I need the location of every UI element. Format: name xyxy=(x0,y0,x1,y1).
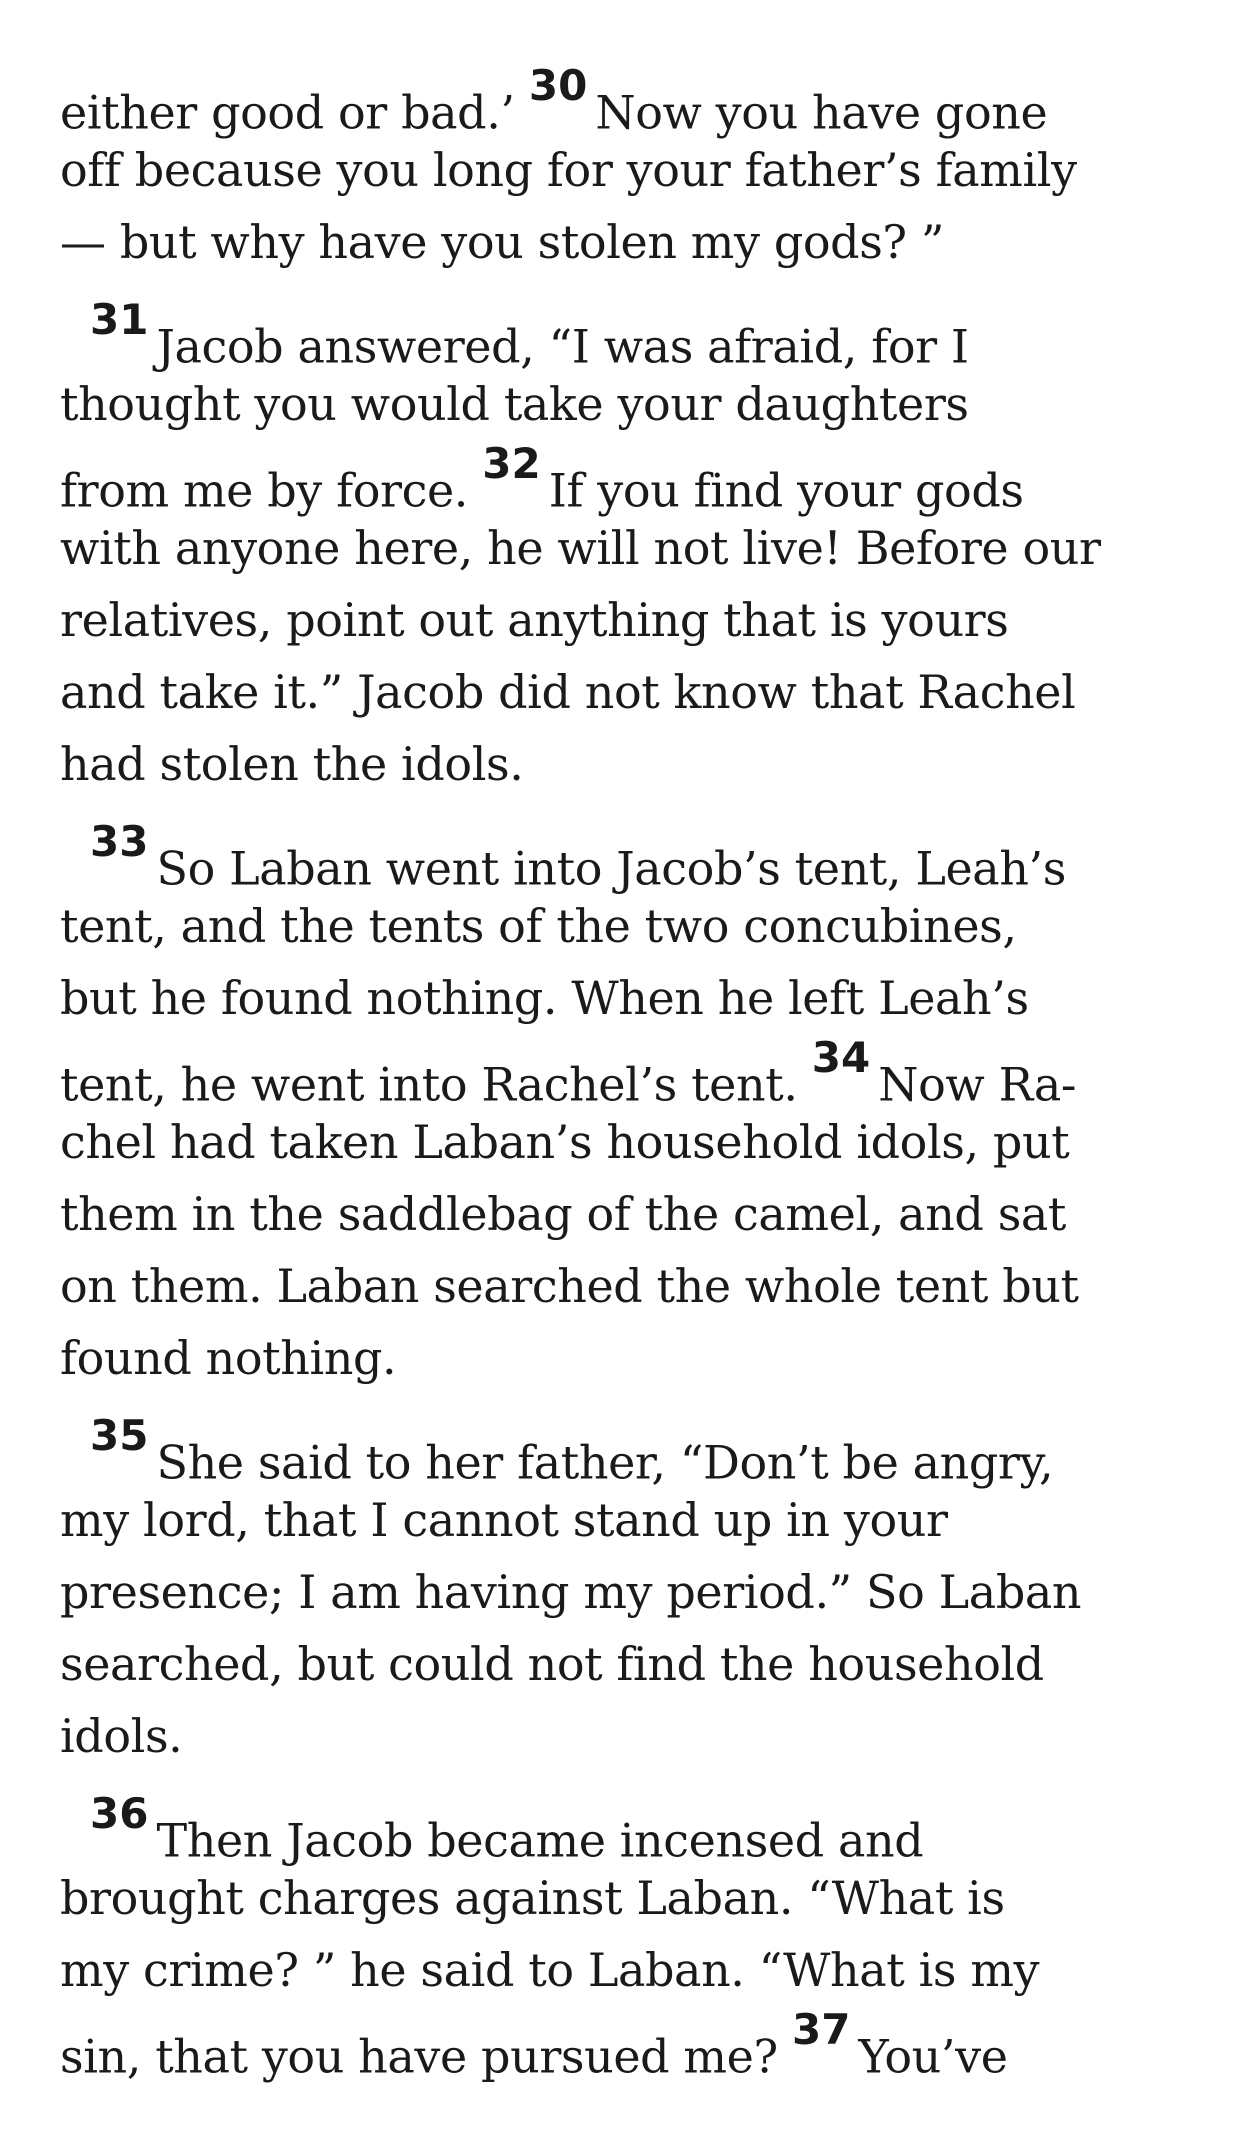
verse-number: 32 xyxy=(482,439,541,488)
text-line xyxy=(60,2005,1210,2084)
verse-number: 37 xyxy=(791,2005,851,2054)
verse-number: 36 xyxy=(90,1789,149,1838)
text-line: found nothing. xyxy=(60,1331,397,1385)
line-text: sin, that you have pursued me? xyxy=(60,2029,778,2084)
text-line: idols. xyxy=(60,1709,183,1763)
text-line xyxy=(60,1411,1210,1490)
text-line xyxy=(60,439,1210,518)
line-text: tent, he went into Rachel’s tent. xyxy=(60,1057,798,1112)
line-text: from me by force. xyxy=(60,463,468,518)
text-line: on them. Laban searched the whole tent but xyxy=(60,1259,1079,1313)
verse-number: 33 xyxy=(90,817,149,866)
line-text: Now Ra- xyxy=(878,1057,1077,1112)
text-line: my lord, that I cannot stand up in your xyxy=(60,1493,948,1547)
text-line: thought you would take your daughters xyxy=(60,377,969,431)
text-line: presence; I am having my period.” So Laban xyxy=(60,1565,1082,1619)
text-line xyxy=(60,1789,1210,1868)
line-text: You’ve xyxy=(858,2029,1008,2084)
text-line: with anyone here, he will not live! Before our xyxy=(60,521,1101,575)
text-line: searched, but could not find the household xyxy=(60,1637,1044,1691)
line-text: If you find your gods xyxy=(548,463,1024,518)
text-line: relatives, point out anything that is yours xyxy=(60,593,1009,647)
verse-number: 31 xyxy=(90,295,149,344)
text-line: — but why have you stolen my gods? ” xyxy=(60,215,945,269)
line-text: She said to her father, “Don’t be angry, xyxy=(156,1435,1054,1490)
text-line: brought charges against Laban. “What is xyxy=(60,1871,1005,1925)
line-text: either good or bad.’ xyxy=(60,85,515,140)
line-text: So Laban went into Jacob’s tent, Leah’s xyxy=(156,841,1066,896)
text-line xyxy=(60,817,1210,896)
line-text: Jacob answered, “I was afraid, for I xyxy=(156,319,969,374)
text-line: and take it.” Jacob did not know that Rachel xyxy=(60,665,1076,719)
verse-number: 35 xyxy=(90,1411,149,1460)
verse-number: 30 xyxy=(528,61,588,110)
text-line xyxy=(60,295,1210,374)
text-line: off because you long for your father’s family xyxy=(60,143,1077,197)
scripture-passage xyxy=(60,61,1210,2084)
text-line: chel had taken Laban’s household idols, put xyxy=(60,1115,1070,1169)
text-line: them in the saddlebag of the camel, and sat xyxy=(60,1187,1067,1241)
text-line: tent, and the tents of the two concubines, xyxy=(60,899,1017,953)
line-text: Then Jacob became incensed and xyxy=(156,1813,924,1868)
text-line xyxy=(60,61,1210,140)
line-text: Now you have gone xyxy=(595,85,1048,140)
text-line: but he found nothing. When he left Leah’s xyxy=(60,971,1029,1025)
verse-number: 34 xyxy=(811,1033,871,1082)
text-line: had stolen the idols. xyxy=(60,737,524,791)
text-line: my crime? ” he said to Laban. “What is my xyxy=(60,1943,1040,1997)
text-line xyxy=(60,1033,1210,1112)
